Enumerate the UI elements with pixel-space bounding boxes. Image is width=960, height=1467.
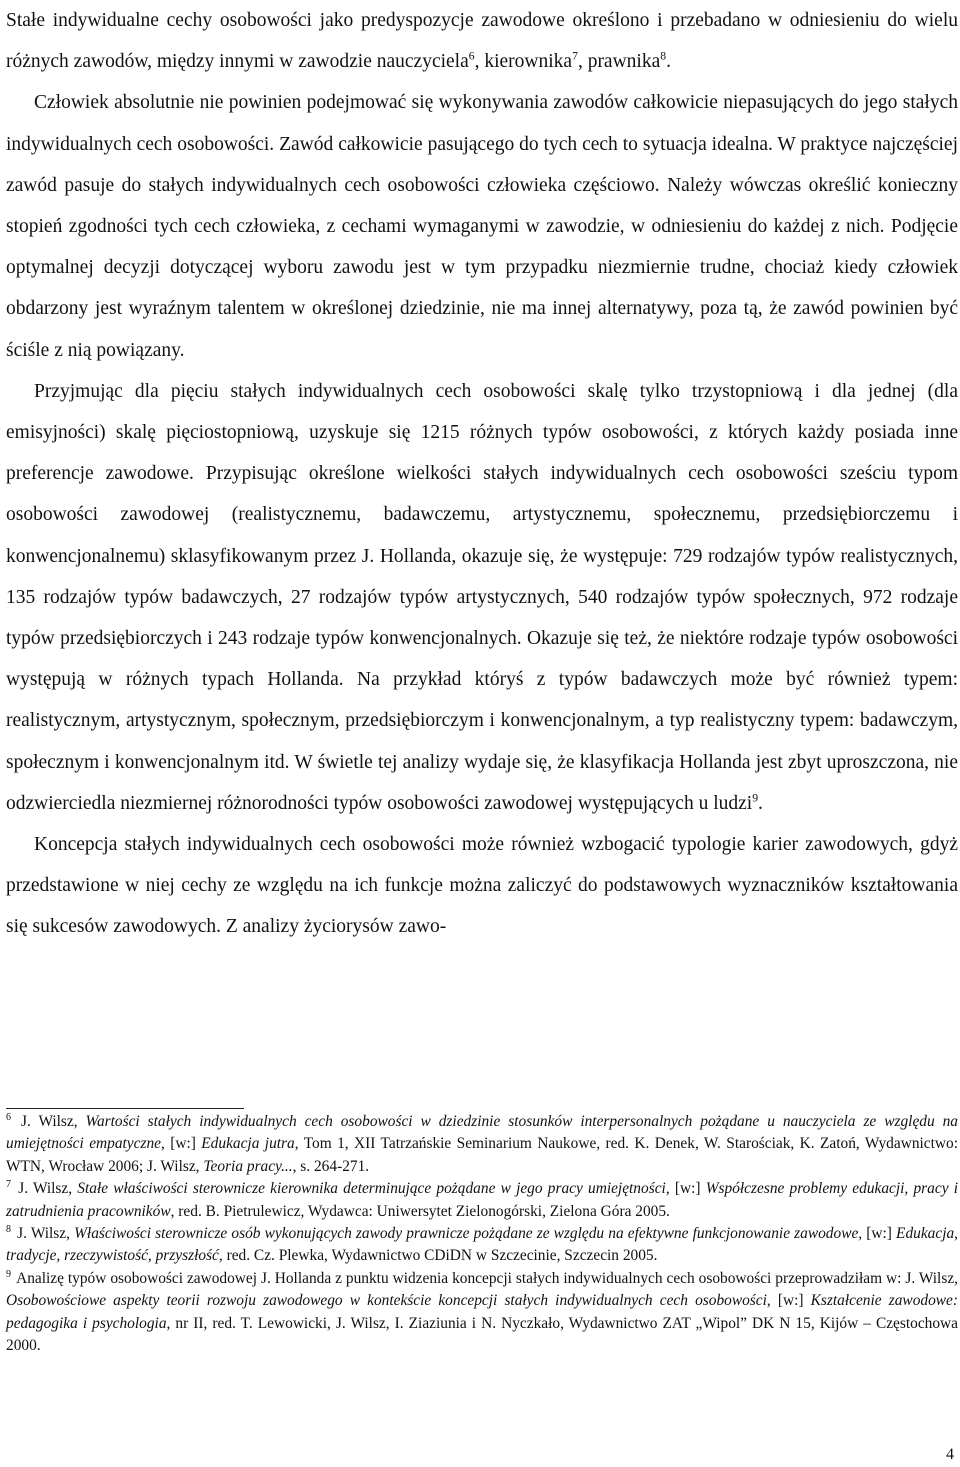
- footnote-text: , [w:]: [160, 1135, 202, 1153]
- footnote-title: Wartości stałych indywidualnych cech osobowości w dziedzinie stosunków interpersonalnych pożądane u nauczyciela ze względu na umiejętności empatyczne: [6, 1113, 959, 1153]
- footnote-6: [6, 1111, 958, 1178]
- footnote-ref-7: 7: [572, 49, 578, 63]
- footnote-text: , [w:]: [858, 1225, 897, 1243]
- footnotes: [6, 1111, 958, 1357]
- paragraph-1-text-c: , prawnika: [577, 51, 661, 73]
- footnote-ref-6: 6: [468, 49, 475, 63]
- footnote-text: , red. Cz. Plewka, Wydawnictwo CDiDN w Szczecinie, Szczecin 2005.: [218, 1247, 658, 1265]
- footnote-text: J. Wilsz,: [13, 1225, 75, 1243]
- footnote-text: Analizę typów osobowości zawodowej J. Hollanda z punktu widzenia koncepcji stałych indywidualnych cech osobowości przeprowadziłam w: J. Wilsz,: [13, 1269, 958, 1287]
- page-number: 4: [946, 1446, 954, 1463]
- main-text: [6, 0, 958, 948]
- footnote-number: 6: [6, 1111, 11, 1123]
- footnote-text: , red. B. Pietrulewicz, Wydawca: Uniwersytet Zielonogórski, Zielona Góra 2005.: [170, 1202, 670, 1220]
- footnote-number: 8: [6, 1223, 11, 1235]
- paragraph-1-text-b: , kierownika: [474, 51, 573, 73]
- footnote-source: Współczesne problemy edukacji, pracy i zatrudnienia pracowników: [6, 1180, 959, 1220]
- footnote-text: J. Wilsz,: [13, 1180, 78, 1198]
- footnote-8: [6, 1223, 958, 1268]
- footnote-source: Kształcenie zawodowe: pedagogika i psychologia: [6, 1292, 959, 1332]
- paragraph-3-text-b: .: [758, 792, 763, 814]
- footnote-title: Teoria pracy...: [203, 1157, 293, 1175]
- footnote-separator: [6, 1108, 244, 1109]
- footnote-source: Edukacja, tradycje, rzeczywistość, przyszłość: [6, 1225, 959, 1265]
- paragraph-4: Koncepcja stałych indywidualnych cech osobowości może również wzbogacić typologie karier zawodowych, gdyż przedstawione w niej cechy ze względu na ich funkcje można zaliczyć do podstawowych wyznaczników kształtowania się sukcesów zawodowych. Z analizy życiorysów zawo-: [6, 834, 958, 938]
- footnote-text: , s. 264-271.: [292, 1157, 370, 1175]
- footnote-title: Osobowościowe aspekty teorii rozwoju zawodowego w kontekście koncepcji stałych indywidualnych cech osobowości: [6, 1292, 767, 1310]
- footnote-ref-8: 8: [660, 49, 667, 63]
- paragraph-1: [6, 0, 958, 82]
- footnote-text: , [w:]: [766, 1292, 811, 1310]
- paragraph-2: Człowiek absolutnie nie powinien podejmować się wykonywania zawodów całkowicie niepasujących do jego stałych indywidualnych cech osobowości. Zawód całkowicie pasującego do tych cech to sytuacja idealna. W praktyce najczęściej zawód pasuje do stałych indywidualnych cech osobowości człowieka częściowo. Należy wówczas określić konieczny stopień zgodności tych cech człowieka, z cechami wymaganymi w zawodzie, w odniesieniu do każdej z nich. Podjęcie optymalnej decyzji dotyczącej wyboru zawodu jest w tym przypadku niezmiernie trudne, chociaż kiedy człowiek obdarzony jest wyraźnym talentem w określonej dziedzinie, nie ma innej alternatywy, poza tą, że zawód powinien być ściśle z nią powiązany.: [6, 92, 958, 361]
- paragraph-3: [6, 371, 958, 824]
- paragraph-1-text-d: .: [666, 51, 671, 73]
- footnote-text: , [w:]: [665, 1180, 706, 1198]
- footnote-7: [6, 1178, 958, 1223]
- footnote-9: [6, 1268, 958, 1358]
- footnote-text: J. Wilsz,: [13, 1113, 86, 1130]
- footnote-text: , nr II, red. T. Lewowicki, J. Wilsz, I. Ziaziunia i N. Nyczkało, Wydawnictwo ZAT „Wipol” DK N 15, Kijów – Częstochowa 2000.: [6, 1314, 958, 1355]
- paragraph-1-text-a: Stałe indywidualne cechy osobowości jako predyspozycje zawodowe określono i przebadano w odniesieniu do wielu różnych zawodów, między innymi w zawodzie nauczyciela: [6, 10, 958, 73]
- paragraph-3-text-a: Przyjmując dla pięciu stałych indywidualnych cech osobowości skalę tylko trzystopniową i dla jednej (dla emisyjności) skalę pięciostopniową, uzyskuje się 1215 różnych typów osobowości, z których każdy posiada inne preferencje zawodowe. Przypisując określone wielkości stałych indywidualnych cech osobowości sześciu typom osobowości zawodowej (realistycznemu, badawczemu, artystycznemu, społecznemu, przedsiębiorczemu i konwencjonalnemu) sklasyfikowanym przez J. Hollanda, okazuje się, że występuje: 729 rodzajów typów realistycznych, 135 rodzajów typów badawczych, 27 rodzajów typów artystycznych, 540 rodzajów typów społecznych, 972 rodzaje typów przedsiębiorczych i 243 rodzaje typów konwencjonalnych. Okazuje się też, że niektóre rodzaje typów osobowości występują w różnych typach Hollanda. Na przykład któryś z typów badawczych może być również typem: realistycznym, artystycznym, społecznym, przedsiębiorczym i konwencjonalnym, a typ realistyczny typem: badawczym, społecznym i konwencjonalnym itd. W świetle tej analizy wydaje się, że klasyfikacja Hollanda jest zbyt uproszczona, nie odzwierciedla niezmiernej różnorodności typów osobowości zawodowej występujących u ludzi: [6, 380, 958, 814]
- footnote-text: , Tom 1, XII Tatrzańskie Seminarium Naukowe, red. K. Denek, W. Starościak, K. Zatoń, Wydawnictwo: WTN, Wrocław 2006; J. Wilsz,: [6, 1135, 958, 1175]
- footnote-number: 9: [6, 1268, 11, 1280]
- footnote-title: Właściwości sterownicze osób wykonujących zawody prawnicze pożądane ze względu na efektywne funkcjonowanie zawodowe: [74, 1225, 859, 1243]
- footnote-ref-9: 9: [752, 791, 759, 805]
- footnote-title: Stałe właściwości sterownicze kierownika determinujące pożądane w jego pracy umiejętności: [77, 1180, 666, 1198]
- footnote-source: Edukacja jutra: [201, 1135, 295, 1153]
- footnote-number: 7: [6, 1179, 11, 1191]
